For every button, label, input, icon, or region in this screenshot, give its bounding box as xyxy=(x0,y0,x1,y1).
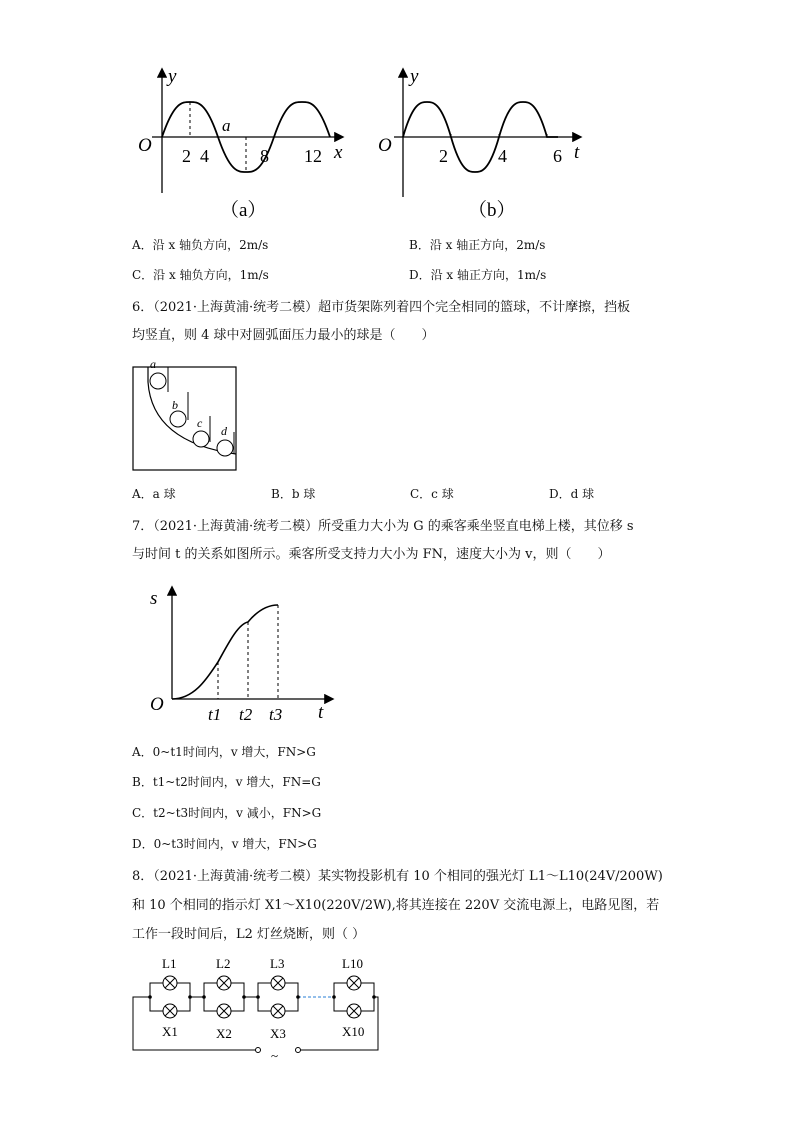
tick-label: 2 xyxy=(182,146,191,166)
wave-graph-a xyxy=(130,60,360,225)
ball-d xyxy=(217,440,233,456)
tick-label: t3 xyxy=(269,705,283,724)
q6-stem-line1: 6．（2021·上海黄浦·统考二模）超市货架陈列着四个完全相同的篮球，不计摩擦，挡板 xyxy=(132,300,631,315)
q5-option-d[interactable]: D．沿 x 轴正方向，1m/s xyxy=(409,268,547,282)
q6-option-b[interactable]: B．b 球 xyxy=(271,487,316,501)
tick-label: 8 xyxy=(260,146,269,166)
ball-label: c xyxy=(197,416,203,430)
q7-stem-line1: 7．（2021·上海黄浦·统考二模）所受重力大小为 G 的乘客乘坐竖直电梯上楼，其位移 s xyxy=(132,519,634,534)
x-label: x xyxy=(334,142,343,163)
tick-label: 2 xyxy=(439,146,448,166)
lamp-label: L10 xyxy=(342,956,363,971)
q8-stem-line1: 8．（2021·上海黄浦·统考二模）某实物投影机有 10 个相同的强光灯 L1～L10(24V/200W) xyxy=(132,869,663,884)
q5-option-a[interactable]: A．沿 x 轴负方向，2m/s xyxy=(132,238,269,252)
q5-option-c[interactable]: C．沿 x 轴负方向，1m/s xyxy=(132,268,269,282)
ball-label: d xyxy=(221,424,227,438)
q6-stem-line2: 均竖直，则 4 球中对圆弧面压力最小的球是（ ） xyxy=(132,328,435,343)
q7-option-d[interactable]: D．0~t3时间内，v 增大，FN>G xyxy=(132,837,317,851)
wave-graph-b xyxy=(372,60,602,225)
q8-stem-line2: 和 10 个相同的指示灯 X1～X10(220V/2W),将其连接在 220V 交流电源上，电路见图，若 xyxy=(132,898,660,913)
lamp-group-3 xyxy=(258,976,298,1018)
q7-option-c[interactable]: C．t2~t3时间内，v 减小，FN>G xyxy=(132,806,322,820)
lamp-label: L3 xyxy=(270,956,285,971)
tick-label: 4 xyxy=(200,146,209,166)
ball-a xyxy=(150,373,166,389)
y-label: s xyxy=(150,588,158,609)
q7-stem-line2: 与时间 t 的关系如图所示。乘客所受支持力大小为 FN，速度大小为 v，则（ ） xyxy=(132,547,611,562)
tick-label: t1 xyxy=(208,705,222,724)
point-a-label: a xyxy=(222,116,231,135)
q5-option-b[interactable]: B．沿 x 轴正方向，2m/s xyxy=(409,238,546,252)
lamp-group-2 xyxy=(204,976,244,1018)
indicator-label: X1 xyxy=(162,1024,178,1039)
graph-caption: （a） xyxy=(220,200,267,221)
s-t-graph xyxy=(140,582,350,727)
graph-caption: （b） xyxy=(468,200,516,221)
origin-label: O xyxy=(150,694,164,715)
ball-label: a xyxy=(150,362,156,371)
shelf-diagram xyxy=(130,362,240,472)
circuit-diagram xyxy=(128,950,388,1062)
ball-b xyxy=(170,411,186,427)
tick-label: t2 xyxy=(239,705,253,724)
q6-option-c[interactable]: C．c 球 xyxy=(410,487,454,501)
q8-stem-line3: 工作一段时间后，L2 灯丝烧断，则（ ） xyxy=(132,927,366,942)
tick-label: 6 xyxy=(553,146,562,166)
y-label: y xyxy=(168,66,177,87)
wire-left xyxy=(133,997,256,1050)
y-label: y xyxy=(410,66,419,87)
lamp-group-10 xyxy=(334,976,374,1018)
origin-label: O xyxy=(378,135,392,156)
indicator-label: X3 xyxy=(270,1026,286,1041)
tick-label: 12 xyxy=(304,146,322,166)
origin-label: O xyxy=(138,135,152,156)
lamp-label: L1 xyxy=(162,956,177,971)
lamp-label: L2 xyxy=(216,956,231,971)
ball-label: b xyxy=(172,398,178,412)
s-t-curve xyxy=(172,605,278,699)
wire-right xyxy=(300,997,378,1050)
x-label: t xyxy=(574,142,580,163)
source-symbol: ~ xyxy=(271,1048,279,1062)
indicator-label: X2 xyxy=(216,1026,232,1041)
q7-option-b[interactable]: B．t1~t2时间内，v 增大，FN=G xyxy=(132,775,321,789)
ball-c xyxy=(193,431,209,447)
tick-label: 4 xyxy=(498,146,507,166)
lamp-group-1 xyxy=(150,976,190,1018)
terminal xyxy=(256,1048,261,1053)
terminal xyxy=(296,1048,301,1053)
q7-option-a[interactable]: A．0~t1时间内，v 增大，FN>G xyxy=(132,745,316,759)
q6-option-d[interactable]: D．d 球 xyxy=(549,487,595,501)
q6-option-a[interactable]: A．a 球 xyxy=(132,487,176,501)
x-label: t xyxy=(318,702,324,723)
indicator-label: X10 xyxy=(342,1024,365,1039)
